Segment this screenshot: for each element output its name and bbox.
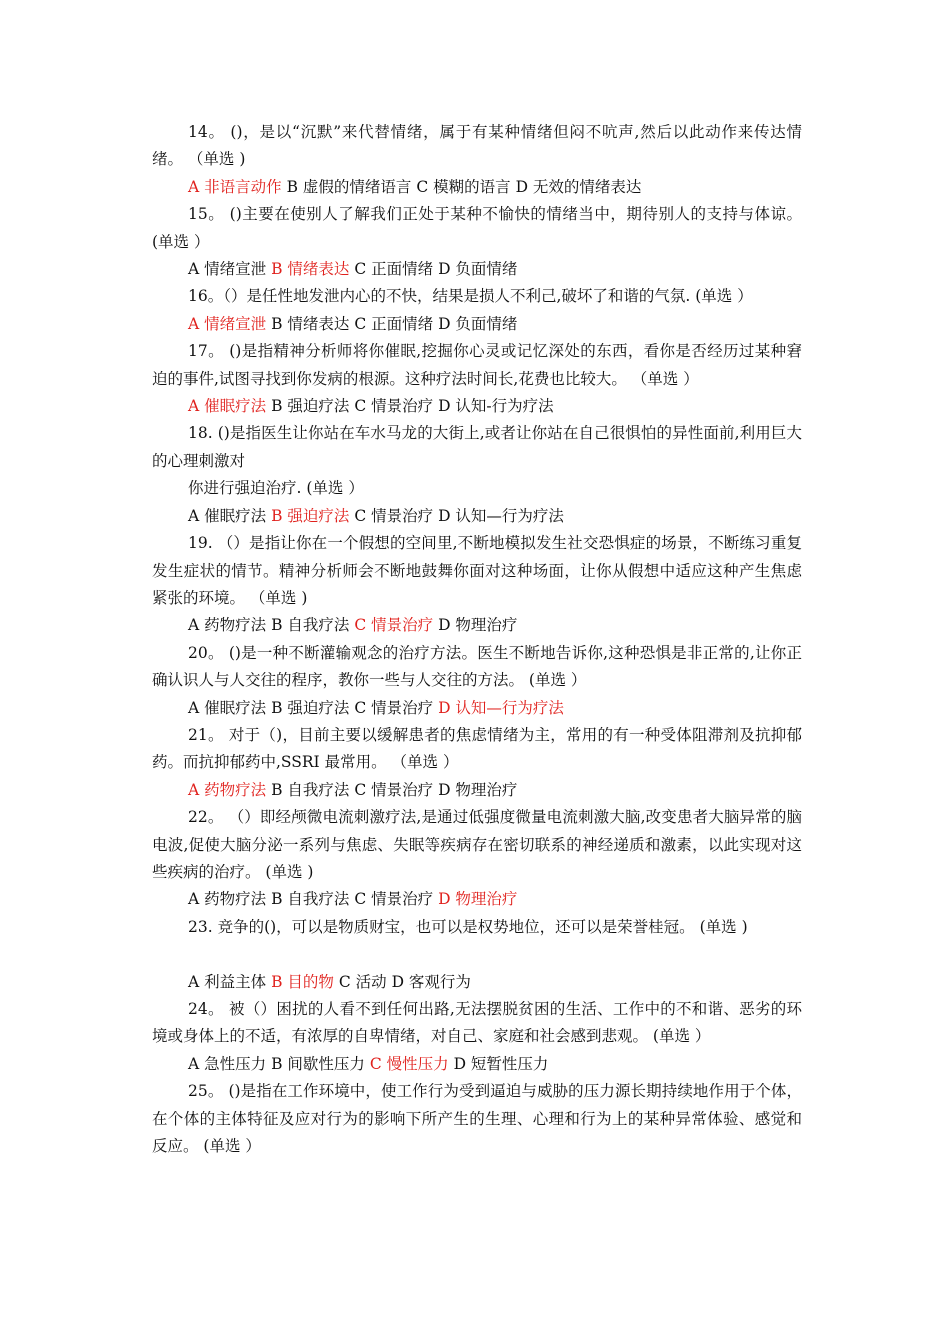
question-18: 18. ()是指医生让你站在车水马龙的大街上,或者让你站在自己很惧怕的异性面前,利用巨大的心理刺激对 (152, 424, 802, 470)
question-22: 22。 （）即经颅微电流刺激疗法,是通过低强度微量电流刺激大脑,改变患者大脑异常的脑电波,促使大脑分泌一系列与焦虑、失眠等疾病存在密切联系的神经递质和激素，以此实现对这些疾病的治疗。 (单选 ) (152, 808, 802, 881)
option-a: A 利益主体 (188, 972, 267, 991)
option-c: C 情景治疗 (354, 780, 434, 799)
option-d: D 物理治疗 (438, 616, 518, 635)
question-25: 25。 ()是指在工作环境中，使工作行为受到逼迫与威胁的压力源长期持续地作用于个体，在个体的主体特征及应对行为的影响下所产生的生理、心理和行为上的某种异常体验、感觉和反应。 (单选 ） (152, 1082, 802, 1156)
options-18 (152, 503, 802, 530)
option-a: A 情绪宣泄 (188, 260, 267, 279)
option-a: A 催眠疗法 (188, 698, 267, 717)
question-20: 20。 ()是一种不断灌输观念的治疗方法。医生不断地告诉你,这种恐惧是非正常的,让你正确认识人与人交往的程序，教你一些与人交往的方法。 (单选 ） (152, 643, 802, 690)
option-c: C 模糊的语言 (416, 177, 511, 196)
option-b: B 间歇性压力 (271, 1054, 365, 1073)
option-c: C 正面情绪 (354, 314, 434, 333)
option-b: B 自我疗法 (271, 780, 350, 799)
option-a: A 催眠疗法 (188, 397, 267, 416)
option-d: D 短暂性压力 (453, 1054, 549, 1073)
option-a: A 药物疗法 (188, 890, 267, 909)
question-19: 19. （）是指让你在一个假想的空间里,不断地模拟发生社交恐惧症的场景，不断练习重复发生症状的情节。精神分析师会不断地鼓舞你面对这种场面，让你从假想中适应这种产生焦虑紧张的环境。 （单选 ) (152, 534, 802, 607)
option-d: D 物理治疗 (438, 780, 518, 799)
question-23: 23. 竞争的()，可以是物质财宝，也可以是权势地位，还可以是荣誉桂冠。 (单选 ) (188, 917, 748, 936)
options-22 (152, 886, 802, 913)
options-17 (152, 393, 802, 420)
option-b: B 情绪表达 (271, 314, 350, 333)
option-a: A 非语言动作 (188, 177, 282, 196)
option-c: C 活动 (338, 972, 387, 991)
option-d: D 无效的情绪表达 (515, 177, 642, 196)
option-b: B 强迫疗法 (271, 397, 350, 416)
option-b: B 自我疗法 (271, 616, 350, 635)
option-d: D 负面情绪 (438, 260, 518, 279)
options-20 (152, 695, 802, 722)
option-b: B 强迫疗法 (271, 506, 350, 525)
option-b: B 情绪表达 (271, 260, 350, 279)
options-16 (152, 311, 802, 338)
option-d: D 物理治疗 (438, 890, 518, 909)
option-a: A 急性压力 (188, 1054, 267, 1073)
option-a: A 药物疗法 (188, 616, 267, 635)
option-b: B 目的物 (271, 972, 334, 991)
question-24: 24。 被（）困扰的人看不到任何出路,无法摆脱贫困的生活、工作中的不和谐、恶劣的环境或身体上的不适，有浓厚的自卑情绪，对自己、家庭和社会感到悲观。 (单选 ） (152, 999, 802, 1046)
option-c: C 情景治疗 (354, 698, 434, 717)
option-c: C 情景治疗 (354, 506, 434, 525)
option-c: C 正面情绪 (354, 260, 434, 279)
question-21: 21。 对于（)，目前主要以缓解患者的焦虑情绪为主，常用的有一种受体阻滞剂及抗抑郁药。而抗抑郁药中,SSRI 最常用。 （单选 ） (152, 725, 802, 772)
option-c: C 情景治疗 (354, 616, 434, 635)
option-c: C 情景治疗 (354, 890, 434, 909)
options-23 (152, 969, 802, 996)
options-14 (152, 174, 802, 201)
option-a: A 催眠疗法 (188, 506, 267, 525)
question-15: 15。 ()主要在使别人了解我们正处于某种不愉快的情绪当中，期待别人的支持与体谅。 (单选 ） (152, 205, 802, 251)
option-b: B 自我疗法 (271, 890, 350, 909)
option-d: D 负面情绪 (438, 314, 518, 333)
options-21 (152, 777, 802, 804)
option-d: D 认知-行为疗法 (438, 397, 554, 416)
blank-line (152, 941, 802, 968)
option-c: C 情景治疗 (354, 397, 434, 416)
question-18-continuation: 你进行强迫治疗. (单选 ） (188, 479, 364, 498)
option-d: D 认知—行为疗法 (438, 506, 564, 525)
option-b: B 虚假的情绪语言 (286, 177, 412, 196)
options-15 (152, 256, 802, 283)
question-14: 14。 ()，是以“沉默”来代替情绪，属于有某种情绪但闷不吭声,然后以此动作来传达情绪。 （单选 ) (152, 123, 802, 169)
question-16: 16。（）是任性地发泄内心的不快，结果是损人不利己,破坏了和谐的气氛. (单选 ） (188, 287, 753, 306)
options-24 (152, 1051, 802, 1078)
option-d: D 客观行为 (391, 972, 471, 991)
option-d: D 认知—行为疗法 (438, 698, 564, 717)
options-19 (152, 612, 802, 639)
option-b: B 强迫疗法 (271, 698, 350, 717)
question-17: 17。 ()是指精神分析师将你催眠,挖掘你心灵或记忆深处的东西，看你是否经历过某种窘迫的事件,试图寻找到你发病的根源。这种疗法时间长,花费也比较大。 （单选 ） (152, 342, 802, 388)
option-a: A 药物疗法 (188, 780, 267, 799)
option-c: C 慢性压力 (369, 1054, 449, 1073)
option-a: A 情绪宣泄 (188, 314, 267, 333)
question-list (152, 119, 802, 1160)
